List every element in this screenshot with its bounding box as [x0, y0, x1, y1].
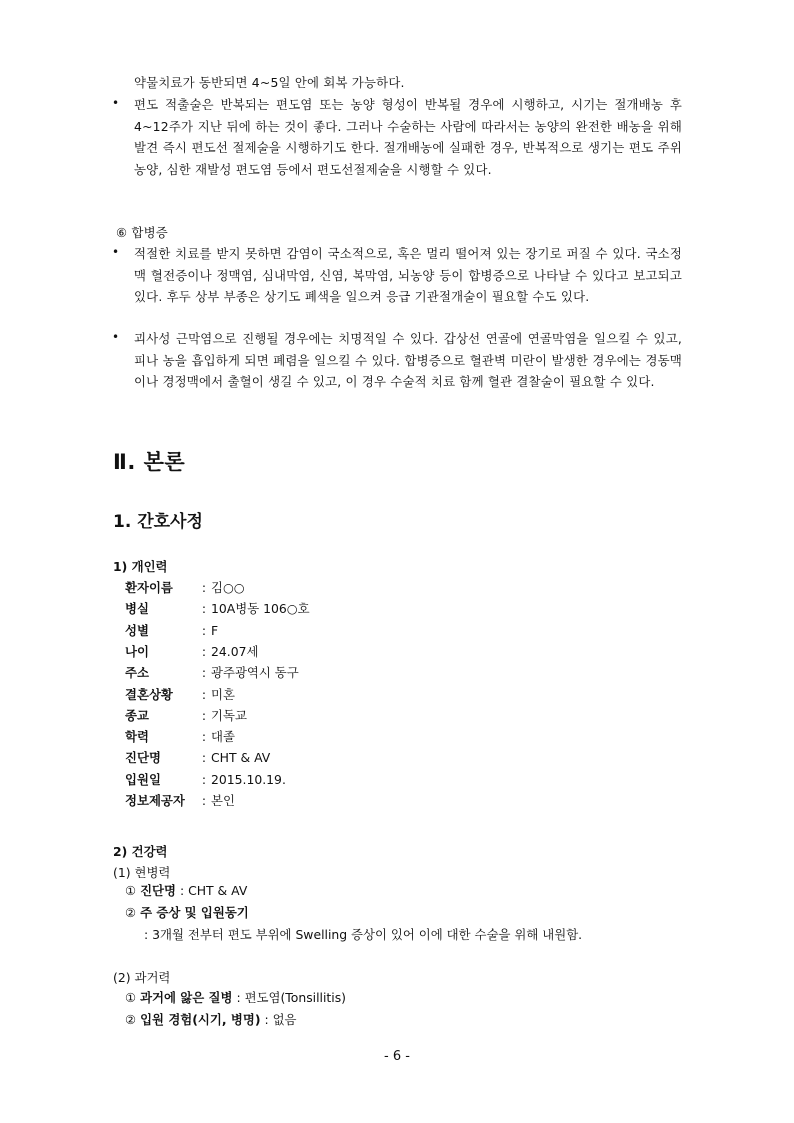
- personal-info-value: CHT & AV: [211, 750, 271, 766]
- bullet-marker: •: [112, 330, 120, 344]
- colon-separator: :: [201, 750, 207, 766]
- personal-info-value: 김○○: [211, 580, 245, 595]
- personal-info-row: [125, 685, 235, 705]
- personal-info-key: 종교: [125, 707, 149, 723]
- personal-info-row: [125, 791, 235, 811]
- personal-info-key: 병실: [125, 601, 149, 617]
- personal-info-row: [125, 642, 258, 662]
- personal-info-row: [125, 748, 270, 768]
- item-label: 입원 경험(시기, 병명): [140, 1012, 261, 1027]
- personal-info-value: 대졸: [211, 729, 235, 745]
- personal-info-key: 입원일: [125, 771, 161, 787]
- bullet-marker: •: [112, 245, 120, 259]
- colon-separator: :: [201, 707, 207, 723]
- personal-info-value: 미혼: [211, 686, 235, 702]
- past-history-heading: (2) 과거력: [113, 970, 171, 985]
- item-value: 편도염(Tonsillitis): [244, 990, 347, 1005]
- personal-info-row: [125, 706, 247, 726]
- past-item-illness: ① 과거에 앓은 질병 : 편도염(Tonsillitis): [125, 990, 347, 1005]
- personal-info-key: 진단명: [125, 750, 161, 766]
- personal-info-key: 주소: [125, 665, 149, 681]
- personal-info-key: 정보제공자: [125, 793, 185, 808]
- item-number: ①: [125, 990, 137, 1005]
- colon-separator: :: [201, 686, 207, 702]
- colon-separator: :: [201, 643, 207, 659]
- item-number: ②: [125, 905, 137, 920]
- personal-info-value: 24.07세: [211, 643, 259, 659]
- intro-continuation: 약물치료가 동반되면 4~5일 안에 회복 가능하다.: [134, 75, 405, 90]
- item-label: 과거에 앓은 질병: [140, 990, 233, 1005]
- colon-separator: :: [201, 729, 207, 745]
- intro-bullet-tonsillectomy: 편도 적출술은 반복되는 편도염 또는 농양 형성이 반복될 경우에 시행하고, 시기는 절개배농 후 4~12주가 지난 뒤에 하는 것이 좋다. 그러나 수술하는 사람에 따라서는 농양의 완전한 배농을 위해 발견 즉시 편도선 절제술을 시행하기도 한다. 절개배농에 실패한 경우, 반복적으로 생기는 편도 주위 농양, 심한 재발성 편도염 등에서 편도선절제술을 시행할 수 있다.: [134, 97, 682, 177]
- personal-info-row: [125, 621, 218, 641]
- personal-info-value: 기독교: [211, 707, 247, 723]
- page-number: - 6 -: [384, 1049, 410, 1064]
- item-label: 주 증상 및 입원동기: [140, 905, 249, 920]
- colon-separator: :: [201, 601, 207, 617]
- colon-separator: :: [201, 580, 207, 595]
- personal-info-value: F: [211, 622, 219, 638]
- colon-separator: :: [201, 622, 207, 638]
- complications-bullet-2: 괴사성 근막염으로 진행될 경우에는 치명적일 수 있다. 갑상선 연골에 연골막염을 일으킬 수 있고, 피나 농을 흡입하게 되면 폐렴을 일으킬 수 있다. 합병증으로 혈관벽 미란이 발생한 경우에는 경동맥이나 경정맥에서 출혈이 생길 수 있고, 이 경우 수술적 치료 함께 혈관 결찰술이 필요할 수 있다.: [134, 331, 682, 389]
- item-value: CHT & AV: [188, 883, 248, 898]
- bullet-marker: •: [112, 96, 120, 110]
- complications-heading: ⑥ 합병증: [116, 225, 168, 240]
- personal-info-key: 환자이름: [125, 580, 173, 595]
- item-value: 없음: [272, 1012, 297, 1027]
- item-number: ①: [125, 883, 137, 898]
- personal-info-key: 학력: [125, 729, 149, 745]
- subsection-title: 1. 간호사정: [113, 512, 203, 532]
- health-history-heading: 2) 건강력: [113, 844, 168, 859]
- personal-info-key: 나이: [125, 643, 149, 659]
- chief-complaint-text: : 3개월 전부터 편도 부위에 Swelling 증상이 있어 이에 대한 수술을 위해 내원함.: [144, 927, 583, 942]
- personal-history-heading: 1) 개인력: [113, 559, 168, 574]
- past-item-hospitalization: ② 입원 경험(시기, 병명) : 없음: [125, 1012, 297, 1027]
- personal-info-value: 광주광역시 동구: [211, 665, 299, 681]
- personal-info-row: [125, 727, 235, 747]
- colon-separator: :: [201, 771, 207, 787]
- personal-info-key: 결혼상황: [125, 686, 173, 702]
- complications-bullet-1: 적절한 치료를 받지 못하면 감염이 국소적으로, 혹은 멀리 떨어져 있는 장기로 퍼질 수 있다. 국소정맥 혈전증이나 정맥염, 심내막염, 신염, 복막염, 뇌농양 등이 합병증으로 나타날 수 있다고 보고되고 있다. 후두 상부 부종은 상기도 폐색을 일으켜 응급 기관절개술이 필요할 수도 있다.: [134, 246, 682, 304]
- personal-info-row: [125, 578, 245, 598]
- section-title: Ⅱ. 본론: [113, 450, 186, 474]
- present-item-chief-complaint: [125, 903, 249, 923]
- personal-info-row: [125, 663, 299, 683]
- personal-info-value: 10A병동 106○호: [211, 601, 310, 617]
- present-illness-heading: (1) 현병력: [113, 865, 171, 880]
- colon-separator: :: [201, 793, 207, 808]
- colon-separator: :: [201, 665, 207, 681]
- present-item-diagnosis: ① 진단명 : CHT & AV: [125, 883, 248, 898]
- personal-info-row: [125, 770, 286, 790]
- item-label: 진단명: [140, 883, 176, 898]
- personal-info-row: [125, 599, 310, 619]
- item-number: ②: [125, 1012, 137, 1027]
- personal-info-value: 본인: [211, 793, 235, 808]
- personal-info-value: 2015.10.19.: [211, 771, 286, 787]
- personal-info-key: 성별: [125, 622, 149, 638]
